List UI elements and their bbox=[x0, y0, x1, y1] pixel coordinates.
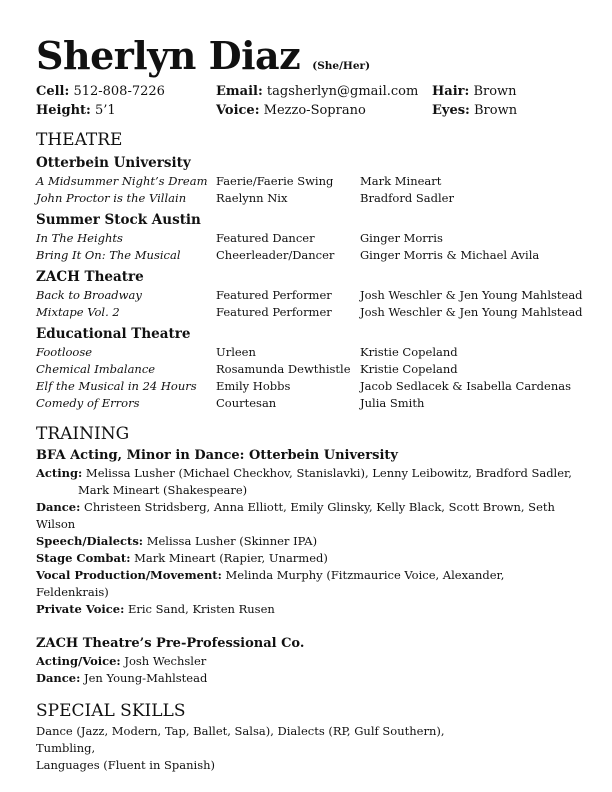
training-bfa bbox=[36, 446, 576, 618]
show-title: Elf the Musical in 24 Hours bbox=[36, 379, 197, 393]
role: Urleen bbox=[216, 345, 256, 359]
credit-row bbox=[36, 378, 576, 395]
spacer bbox=[36, 618, 576, 632]
training-line: Dance: Jen Young-Mahlstead bbox=[36, 671, 208, 685]
credit-row bbox=[36, 247, 576, 264]
credit-row bbox=[36, 304, 583, 321]
theatre-group-zach bbox=[36, 268, 583, 321]
director: Jacob Sedlacek & Isabella Cardenas bbox=[360, 379, 572, 393]
director: Josh Weschler & Jen Young Mahlstead bbox=[360, 288, 583, 302]
role: Raelynn Nix bbox=[216, 191, 288, 205]
theatre-group-summer-stock bbox=[36, 211, 576, 264]
email: Email: tagsherlyn@gmail.com bbox=[216, 84, 419, 99]
resume-page bbox=[36, 33, 583, 774]
voice-type: Voice: Mezzo-Soprano bbox=[216, 103, 366, 118]
credit-row bbox=[36, 361, 576, 378]
height: Height: 5’1 bbox=[36, 103, 116, 118]
training-line: Dance: Christeen Stridsberg, Anna Elliott, Emily Glinsky, Kelly Black, Scott Brown, Seth Wilson bbox=[36, 500, 555, 531]
theatre-group-otterbein bbox=[36, 154, 576, 207]
role: Faerie/Faerie Swing bbox=[216, 174, 334, 188]
show-title: A Midsummer Night’s Dream bbox=[36, 174, 208, 188]
contact-info bbox=[36, 82, 576, 120]
resume-header bbox=[36, 33, 576, 80]
theatre-group-educational bbox=[36, 325, 576, 412]
training-line: Acting/Voice: Josh Wechsler bbox=[36, 654, 207, 668]
special-skills-text: Dance (Jazz, Modern, Tap, Ballet, Salsa), Dialects (RP, Gulf Southern), Tumbling, Languages (Fluent in Spanish) bbox=[36, 724, 445, 772]
director: Kristie Copeland bbox=[360, 362, 458, 376]
training-school: ZACH Theatre’s Pre-Professional Co. bbox=[36, 636, 305, 651]
group-heading: ZACH Theatre bbox=[36, 269, 144, 285]
show-title: In The Heights bbox=[36, 231, 123, 245]
training-school: BFA Acting, Minor in Dance: Otterbein University bbox=[36, 448, 398, 463]
role: Courtesan bbox=[216, 396, 277, 410]
cell-phone: Cell: 512-808-7226 bbox=[36, 84, 165, 99]
role: Rosamunda Dewthistle bbox=[216, 362, 351, 376]
role: Cheerleader/Dancer bbox=[216, 248, 335, 262]
pronouns: (She/Her) bbox=[312, 60, 371, 72]
credit-row bbox=[36, 173, 576, 190]
training-line: Stage Combat: Mark Mineart (Rapier, Unarmed) bbox=[36, 551, 328, 565]
training-line-continued: Mark Mineart (Shakespeare) bbox=[78, 483, 248, 497]
show-title: Footloose bbox=[36, 345, 93, 359]
show-title: Back to Broadway bbox=[36, 288, 142, 302]
group-heading: Otterbein University bbox=[36, 155, 191, 171]
director: Ginger Morris & Michael Avila bbox=[360, 248, 540, 262]
role: Featured Performer bbox=[216, 288, 332, 302]
director: Julia Smith bbox=[360, 396, 425, 410]
special-skills-heading: SPECIAL SKILLS bbox=[36, 701, 186, 721]
director: Josh Weschler & Jen Young Mahlstead bbox=[360, 305, 583, 319]
training-line: Private Voice: Eric Sand, Kristen Rusen bbox=[36, 602, 275, 616]
training-line: Vocal Production/Movement: Melinda Murphy (Fitzmaurice Voice, Alexander, Feldenkrais) bbox=[36, 568, 505, 599]
hair-color: Hair: Brown bbox=[432, 84, 517, 99]
show-title: Chemical Imbalance bbox=[36, 362, 156, 376]
director: Kristie Copeland bbox=[360, 345, 458, 359]
credit-row bbox=[36, 190, 576, 207]
credit-row bbox=[36, 287, 583, 304]
eye-color: Eyes: Brown bbox=[432, 103, 518, 118]
credit-row bbox=[36, 344, 576, 361]
group-heading: Educational Theatre bbox=[36, 326, 191, 342]
show-title: John Proctor is the Villain bbox=[36, 191, 187, 205]
actor-name: Sherlyn Diaz bbox=[36, 33, 301, 78]
show-title: Comedy of Errors bbox=[36, 396, 140, 410]
credit-row bbox=[36, 395, 576, 412]
director: Mark Mineart bbox=[360, 174, 442, 188]
credit-row bbox=[36, 230, 576, 247]
theatre-heading: THEATRE bbox=[36, 130, 123, 150]
director: Ginger Morris bbox=[360, 231, 443, 245]
show-title: Mixtape Vol. 2 bbox=[36, 305, 120, 319]
role: Emily Hobbs bbox=[216, 379, 291, 393]
show-title: Bring It On: The Musical bbox=[36, 248, 181, 262]
training-zach bbox=[36, 634, 576, 687]
training-line: Acting: Melissa Lusher (Michael Checkhov, Stanislavki), Lenny Leibowitz, Bradford Sadler, bbox=[36, 466, 572, 480]
group-heading: Summer Stock Austin bbox=[36, 212, 201, 228]
role: Featured Performer bbox=[216, 305, 332, 319]
training-heading: TRAINING bbox=[36, 424, 130, 444]
role: Featured Dancer bbox=[216, 231, 315, 245]
training-line: Speech/Dialects: Melissa Lusher (Skinner IPA) bbox=[36, 534, 318, 548]
director: Bradford Sadler bbox=[360, 191, 454, 205]
